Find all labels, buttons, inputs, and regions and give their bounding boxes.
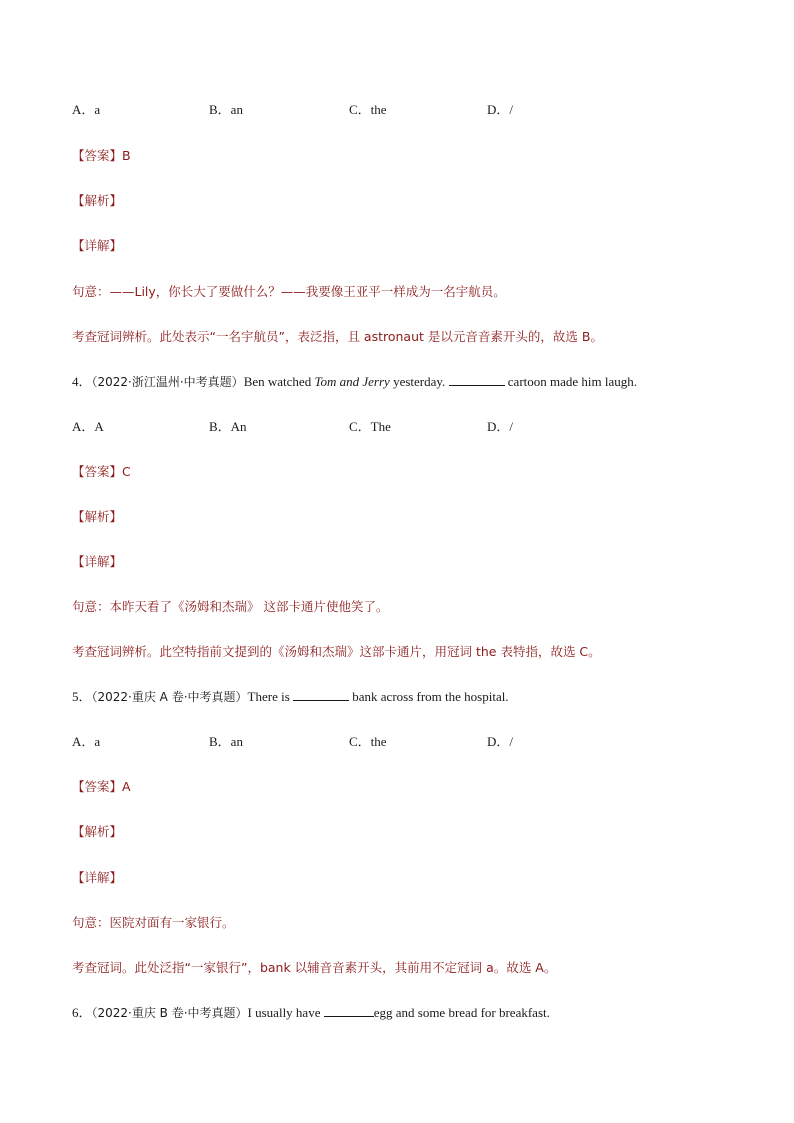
q5-option-b: B．an [209, 734, 243, 749]
answer-value: B [122, 148, 131, 163]
q4-analysis-tag: 【解析】 [72, 509, 123, 524]
q3-detail-tag: 【详解】 [72, 238, 123, 253]
question-number: 6． [72, 1005, 92, 1020]
q3-option-b: B．an [209, 102, 243, 117]
q3-option-a: A．a [72, 102, 101, 117]
q5-option-c: C．the [349, 734, 387, 749]
q4-option-b: B．An [209, 419, 247, 434]
q4-option-c: C．The [349, 419, 391, 434]
stem-text: There is [247, 689, 294, 704]
q5-answer [72, 779, 131, 795]
stem-text: cartoon made him laugh. [504, 374, 638, 389]
q5-explanation: 考查冠词。此处泛指“一家银行”，bank 以辅音音素开头，其前用不定冠词 a。故选 A。 [72, 960, 557, 975]
q4-option-a: A．A [72, 419, 104, 434]
q5-option-a: A．a [72, 734, 101, 749]
q4-explanation: 考查冠词辨析。此空特指前文提到的《汤姆和杰瑞》这部卡通片，用冠词 the 表特指，故选 C。 [72, 644, 601, 659]
q3-meaning: 句意：——Lily，你长大了要做什么？——我要像王亚平一样成为一名宇航员。 [72, 284, 506, 299]
answer-blank [324, 1006, 374, 1017]
stem-title: Tom and Jerry [314, 374, 390, 389]
question-number: 5． [72, 689, 92, 704]
answer-blank [449, 375, 505, 386]
q5-stem [72, 689, 509, 705]
q4-detail-tag: 【详解】 [72, 554, 123, 569]
stem-text: egg and some bread for breakfast. [373, 1005, 550, 1020]
q5-analysis-tag: 【解析】 [72, 824, 123, 839]
stem-text: bank across from the hospital. [349, 689, 509, 704]
answer-blank [293, 690, 349, 701]
answer-value: A [122, 779, 131, 794]
stem-text: yesterday. [389, 374, 449, 389]
answer-tag: 【答案】 [72, 779, 123, 794]
q3-analysis-tag: 【解析】 [72, 193, 123, 208]
q3-answer [72, 148, 131, 164]
q6-stem [72, 1005, 550, 1021]
question-source: （2022·重庆 A 卷·中考真题） [91, 690, 248, 704]
q3-explanation: 考查冠词辨析。此处表示“一名宇航员”，表泛指，且 astronaut 是以元音音素开头的，故选 B。 [72, 329, 603, 344]
answer-tag: 【答案】 [72, 148, 123, 163]
question-number: 4． [72, 374, 92, 389]
q5-option-d: D．/ [487, 734, 514, 749]
q5-meaning: 句意：医院对面有一家银行。 [72, 915, 235, 930]
question-source: （2022·浙江温州·中考真题） [91, 375, 244, 389]
q4-option-d: D．/ [487, 419, 514, 434]
answer-tag: 【答案】 [72, 464, 123, 479]
q5-detail-tag: 【详解】 [72, 870, 123, 885]
question-source: （2022·重庆 B 卷·中考真题） [91, 1006, 248, 1020]
stem-text: I usually have [247, 1005, 324, 1020]
q4-answer [72, 464, 131, 480]
answer-value: C [122, 464, 131, 479]
q3-option-c: C．the [349, 102, 387, 117]
q4-meaning: 句意：本昨天看了《汤姆和杰瑞》 这部卡通片使他笑了。 [72, 599, 389, 614]
q3-option-d: D．/ [487, 102, 514, 117]
stem-text: Ben watched [243, 374, 315, 389]
q4-stem [72, 374, 637, 390]
